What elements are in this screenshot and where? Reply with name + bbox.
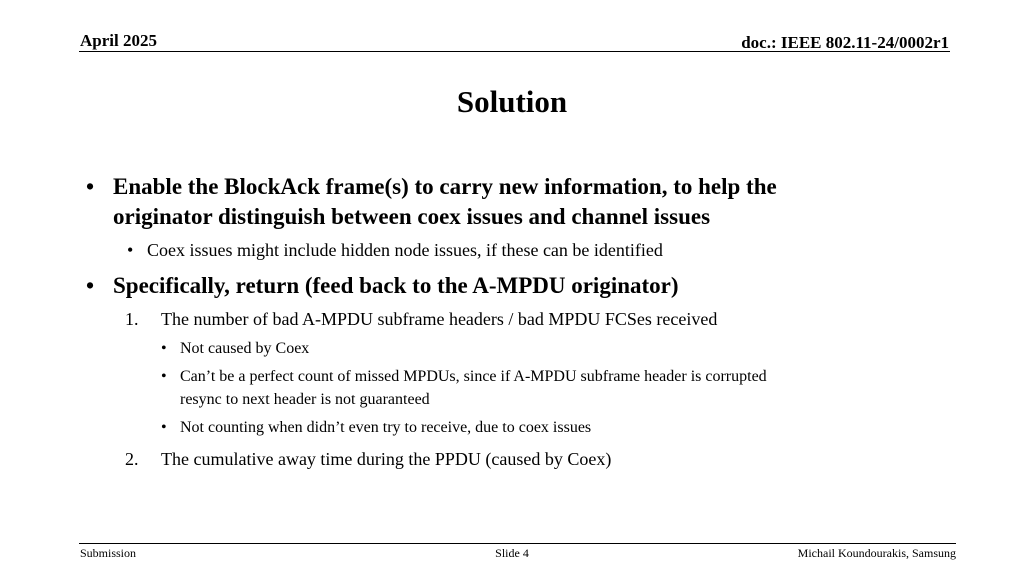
item1-sub2-line2: resync to next header is not guaranteed — [180, 391, 430, 408]
bullet1-line2: originator distinguish between coex issues and channel issues — [113, 204, 711, 229]
slide-title: Solution — [456, 84, 568, 119]
item1-sub1: Not caused by Coex — [180, 340, 310, 357]
bullet1-line1: Enable the BlockAck frame(s) to carry new information, to help the — [113, 174, 777, 199]
sub-bullet-marker: • — [161, 368, 167, 385]
footer-author: Michail Koundourakis, Samsung — [797, 546, 956, 560]
bullet-marker: • — [86, 174, 95, 199]
footer-slide-number: Slide 4 — [495, 546, 529, 560]
sub-bullet-marker: • — [127, 240, 134, 260]
item1-number: 1. — [125, 309, 139, 329]
item1-sub3: Not counting when didn’t even try to receive, due to coex issues — [180, 419, 592, 436]
header-date: April 2025 — [80, 31, 157, 50]
bullet2: Specifically, return (feed back to the A-MPDU originator) — [113, 273, 679, 298]
bullet-marker: • — [86, 273, 95, 298]
item1-text: The number of bad A-MPDU subframe headers / bad MPDU FCSes received — [161, 309, 718, 329]
sub-bullet-marker: • — [161, 340, 167, 357]
sub-bullet-marker: • — [161, 419, 167, 436]
bullet1-sub: Coex issues might include hidden node issues, if these can be identified — [147, 240, 663, 260]
item2-text: The cumulative away time during the PPDU (caused by Coex) — [161, 449, 612, 469]
header-doc-id: doc.: IEEE 802.11-24/0002r1 — [741, 33, 949, 52]
item2-number: 2. — [125, 449, 139, 469]
footer-submission: Submission — [80, 546, 137, 560]
footer-divider — [79, 543, 956, 544]
item1-sub2-line1: Can’t be a perfect count of missed MPDUs, since if A-MPDU subframe header is corrupted — [180, 368, 767, 385]
